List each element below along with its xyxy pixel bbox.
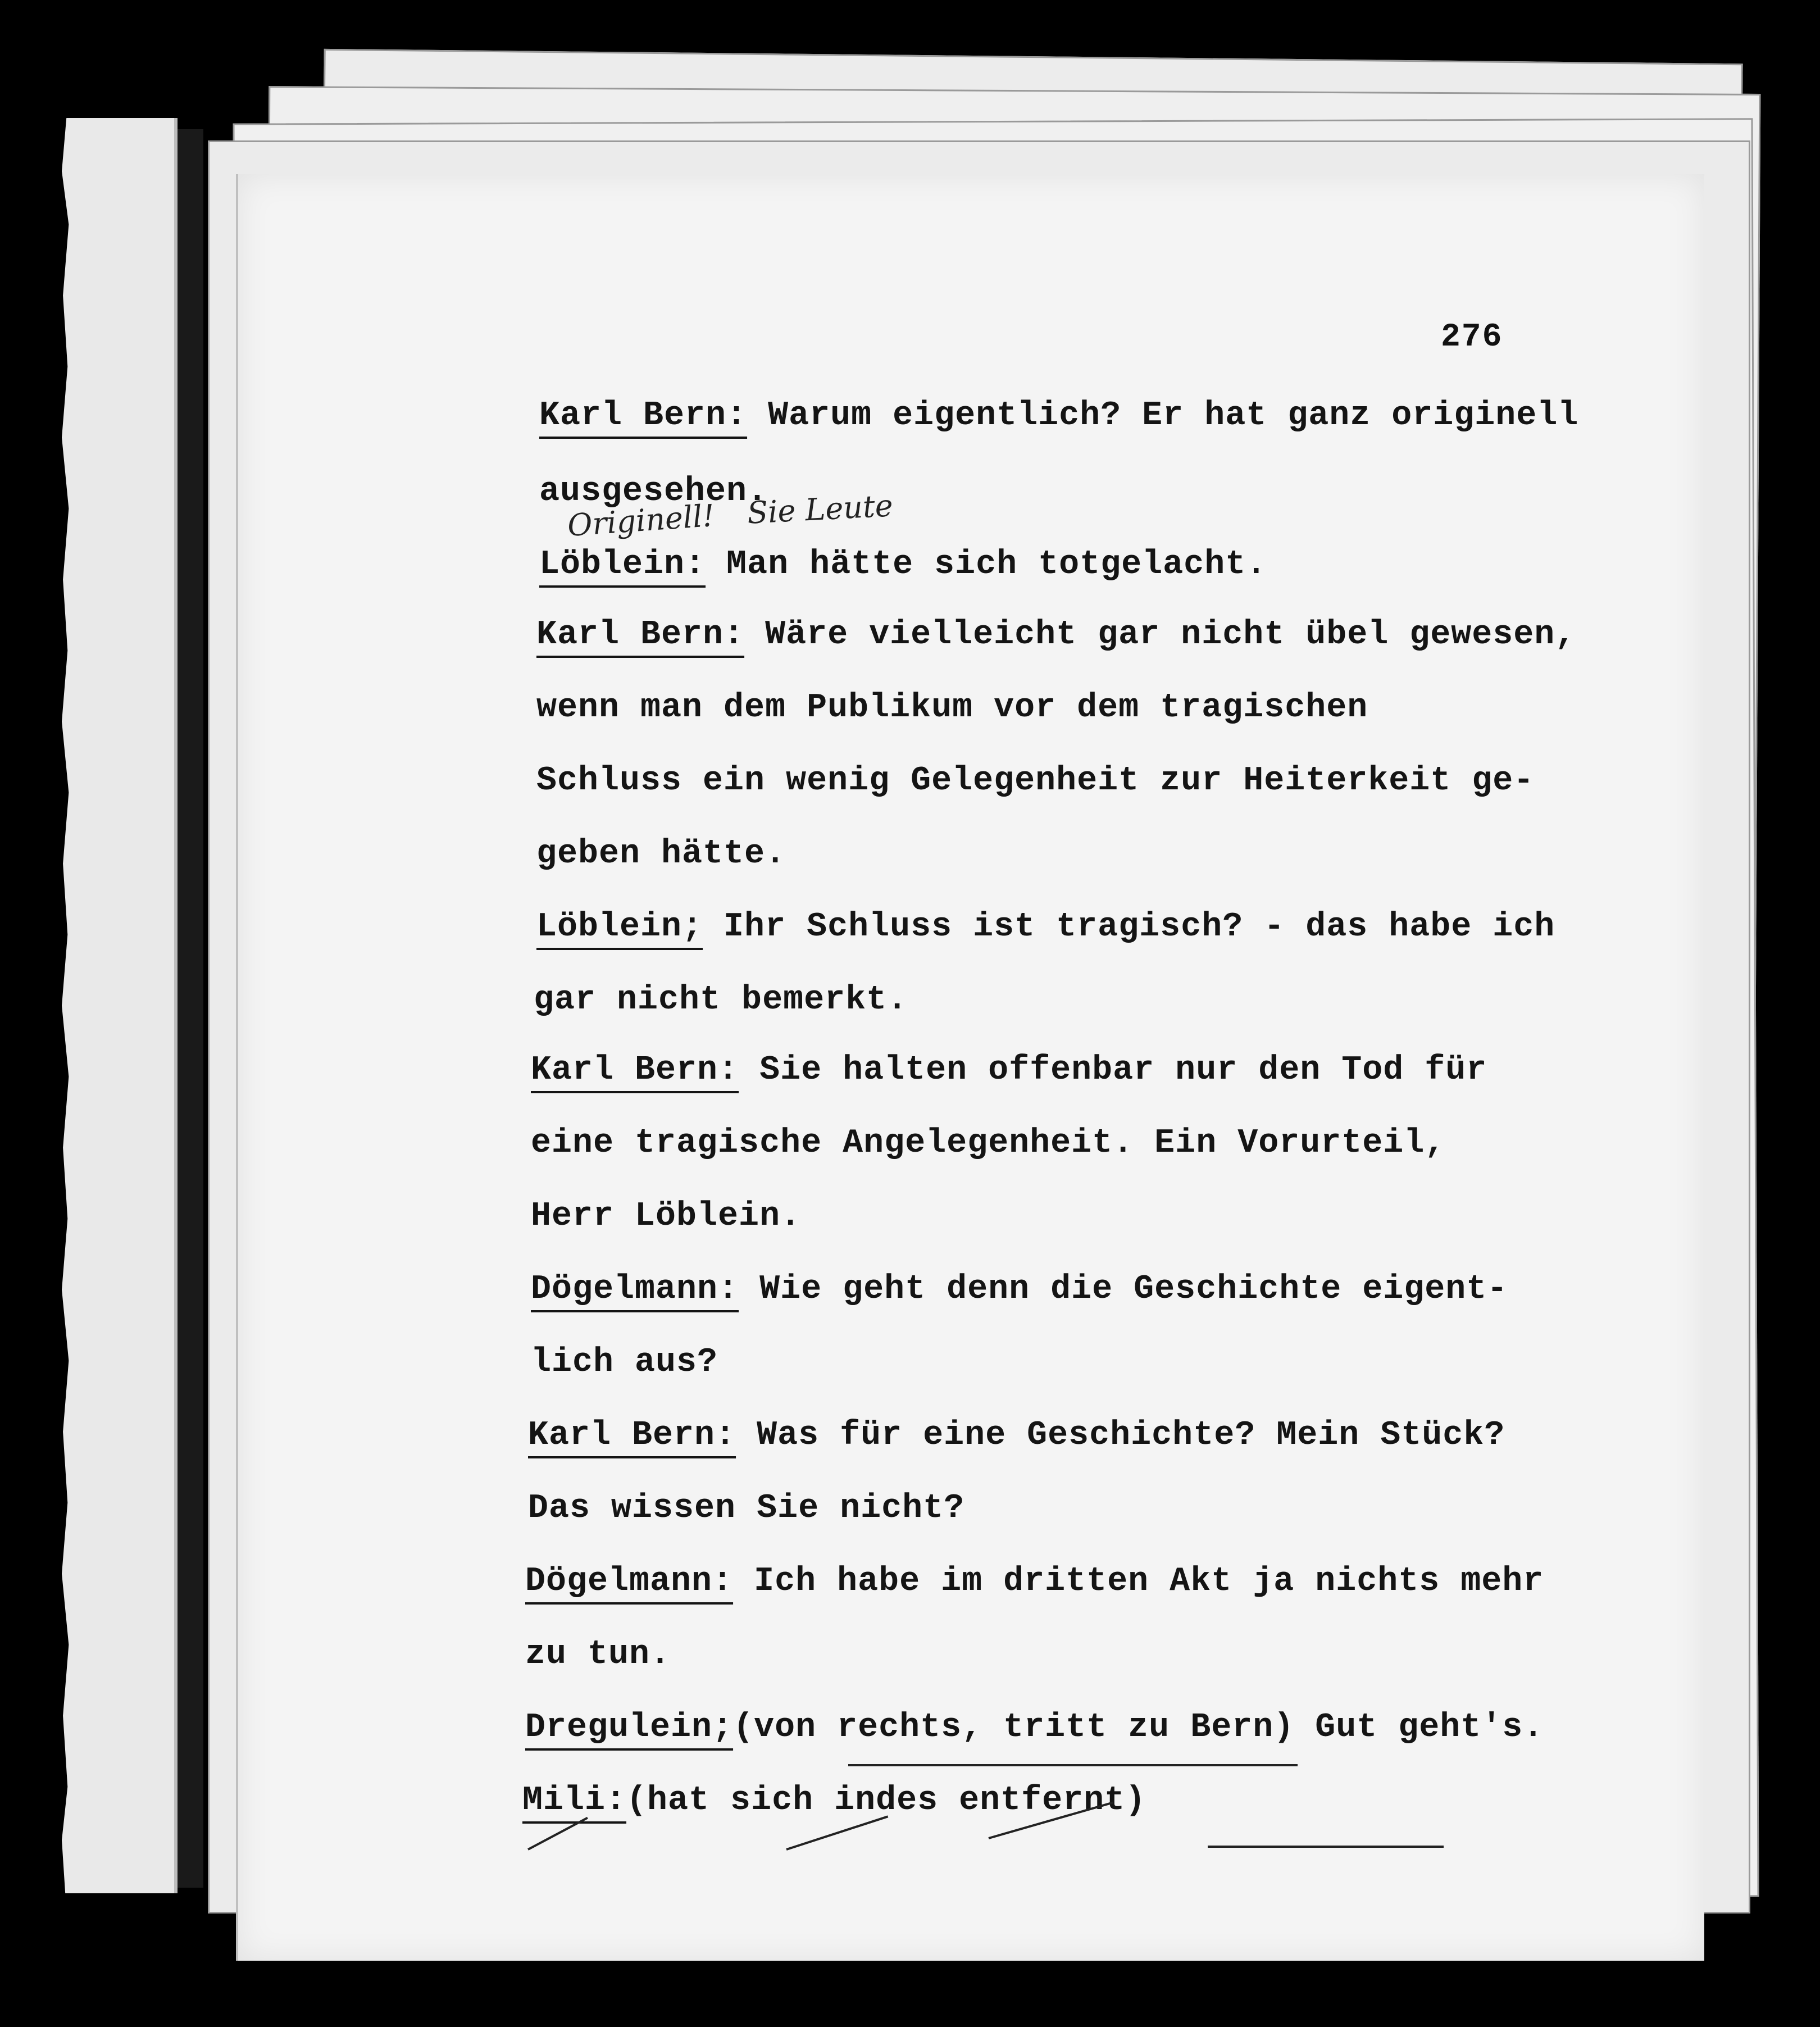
- line-10: [531, 1053, 1487, 1087]
- line-8: [536, 910, 1555, 944]
- line-text: Sie halten offenbar nur den Tod für: [739, 1051, 1487, 1089]
- line-text: Was für eine Geschichte? Mein Stück?: [736, 1416, 1505, 1455]
- line-text: zu tun.: [525, 1635, 671, 1674]
- speaker-label: Karl Bern:: [528, 1416, 736, 1455]
- line-14: [531, 1343, 718, 1381]
- line-6: [536, 764, 1534, 798]
- speaker-label: Dögelmann:: [525, 1562, 734, 1601]
- speaker-label: Löblein;: [536, 908, 703, 946]
- line-text: Ihr Schluss ist tragisch? - das habe ich: [703, 908, 1555, 946]
- line-text: ausgesehen.: [539, 472, 768, 511]
- speaker-label: Karl Bern:: [539, 397, 748, 435]
- line-text: Ich habe im dritten Akt ja nichts mehr: [733, 1562, 1544, 1601]
- pen-underline: [1208, 1846, 1444, 1848]
- line-text: Man hätte sich totgelacht.: [706, 546, 1267, 584]
- line-12: [531, 1199, 801, 1233]
- line-text: Das wissen Sie nicht?: [528, 1489, 965, 1528]
- line-5: [536, 691, 1368, 725]
- line-text: lich aus?: [531, 1343, 718, 1381]
- line-text: wenn man dem Publikum vor dem tragischen: [536, 689, 1368, 727]
- speaker-label: Mili:: [522, 1781, 627, 1820]
- line-7: [536, 837, 786, 871]
- line-text: Wie geht denn die Geschichte eigent-: [739, 1270, 1508, 1308]
- handwritten-annotation-right: Sie Leute: [746, 488, 894, 531]
- line-2: [539, 472, 768, 511]
- binding-gap: [178, 129, 203, 1888]
- line-9: [534, 983, 908, 1017]
- binding-strip: [62, 118, 178, 1893]
- line-11: [531, 1126, 1445, 1160]
- line-17: [525, 1562, 1544, 1601]
- line-13: [531, 1272, 1508, 1306]
- line-3: [539, 546, 1267, 584]
- line-text: Herr Löblein.: [531, 1197, 802, 1235]
- line-text: Wäre vielleicht gar nicht übel gewesen,: [744, 616, 1576, 654]
- speaker-label: Dögelmann:: [531, 1270, 739, 1308]
- line-text: geben hätte.: [536, 835, 786, 873]
- line-16: [528, 1489, 965, 1528]
- line-text: (von rechts, tritt zu Bern) Gut geht's.: [733, 1708, 1544, 1747]
- handwritten-annotation-left: Originell!: [566, 497, 716, 544]
- line-1: [539, 399, 1578, 433]
- line-15: [528, 1416, 1505, 1455]
- line-19: [525, 1708, 1544, 1747]
- line-text: (hat sich indes entfernt): [626, 1781, 1146, 1820]
- pen-underline: [848, 1764, 1298, 1766]
- line-text: Warum eigentlich? Er hat ganz originell: [747, 397, 1579, 435]
- line-18: [525, 1635, 671, 1674]
- line-text: eine tragische Angelegenheit. Ein Vorurteil,: [531, 1124, 1446, 1162]
- speaker-label: Karl Bern:: [536, 616, 745, 654]
- page-number: 276: [1441, 319, 1503, 356]
- line-text: gar nicht bemerkt.: [534, 981, 908, 1019]
- line-20: [522, 1781, 1146, 1820]
- line-text: Schluss ein wenig Gelegenheit zur Heiterkeit ge-: [536, 762, 1535, 800]
- line-4: [536, 618, 1576, 652]
- speaker-label: Löblein:: [539, 546, 706, 584]
- speaker-label: Dregulein;: [525, 1708, 734, 1747]
- speaker-label: Karl Bern:: [531, 1051, 739, 1089]
